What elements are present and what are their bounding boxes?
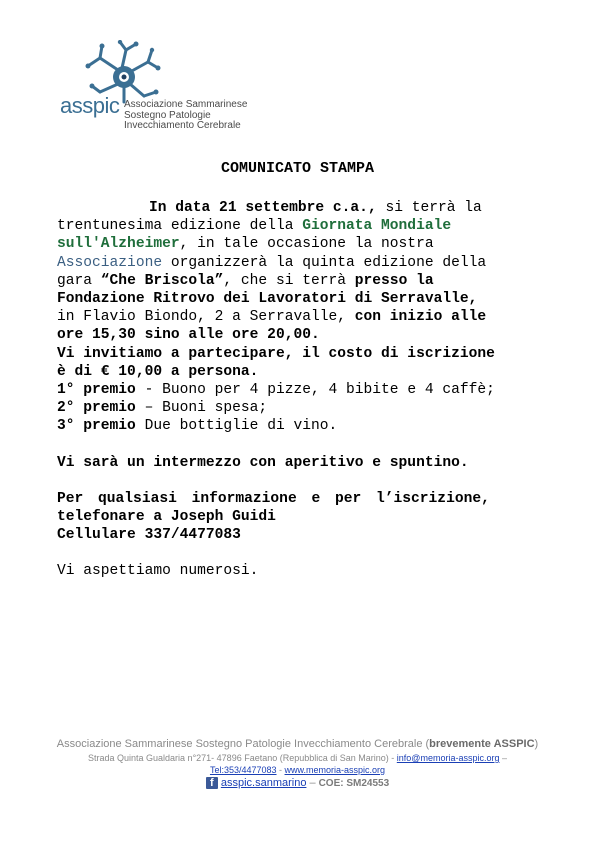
phone-link[interactable]: Tel:353/4477083 <box>209 765 277 775</box>
document-title: COMUNICATO STAMPA <box>220 160 375 177</box>
text-span: trentunesima edizione della <box>57 218 303 235</box>
prizes-list <box>57 381 539 436</box>
prize-item <box>57 399 539 417</box>
text-span: , <box>337 309 355 326</box>
event-date: In data 21 settembre c.a., <box>149 200 377 216</box>
event-time: ore 15,30 sino alle ore 20,00. <box>57 327 320 344</box>
venue: Fondazione Ritrovo dei Lavoratori di Serravalle, <box>57 291 478 308</box>
text-span: , in tale occasione la nostra <box>179 236 434 253</box>
prize-label: 2° premio <box>57 400 136 417</box>
prize-item <box>57 381 539 399</box>
invitation: Vi invitiamo a partecipare, il costo di iscrizione <box>57 345 495 362</box>
text-span: – <box>309 777 316 789</box>
text-span: - <box>276 765 285 775</box>
prize-label: 1° premio <box>57 382 136 399</box>
association-word: Associazione <box>57 254 163 271</box>
event-name-cont: sull'Alzheimer <box>57 236 180 253</box>
facebook-icon: f <box>206 777 218 789</box>
text-span: , che si terrà <box>223 272 355 289</box>
prize-label: 3° premio <box>57 418 136 435</box>
website-link[interactable]: www.memoria-asspic.org <box>284 765 386 775</box>
prize-text: - Buono per 4 pizze, 4 bibite e 4 caffè; <box>135 382 495 399</box>
prize-text: Due bottiglie di vino. <box>135 418 338 435</box>
org-name <box>124 100 247 132</box>
text-span: ) <box>534 738 539 750</box>
game-name: “Che Briscola” <box>100 272 224 289</box>
footer <box>0 738 595 789</box>
prize-item <box>57 417 539 435</box>
venue-address: in Flavio Biondo, 2 a Serravalle <box>57 309 338 326</box>
event-name: Giornata Mondiale <box>302 218 452 235</box>
contact-person: telefonare a Joseph Guidi <box>57 509 276 526</box>
text-span: gara <box>57 272 101 289</box>
contact-phone: Cellulare 337/4477083 <box>57 527 241 544</box>
footer-short-name: brevemente ASSPIC <box>429 738 535 750</box>
contact-line: Per qualsiasi informazione e per l’iscrizione, <box>57 490 490 507</box>
closing-line: Vi aspettiamo numerosi. <box>57 563 259 580</box>
footer-address: Strada Quinta Gualdaria n°271- 47896 Faetano (Repubblica di San Marino) - <box>88 753 397 763</box>
press-release-body <box>57 199 539 581</box>
org-name-line: Sostegno Patologie <box>124 109 211 121</box>
text-span: organizzerà la quinta edizione della <box>162 254 487 271</box>
org-name-line: Associazione Sammarinese <box>124 99 248 110</box>
email-link[interactable]: info@memoria-asspic.org <box>396 753 500 763</box>
facebook-link[interactable]: asspic.sanmarino <box>220 777 307 789</box>
text-span: – <box>499 753 507 763</box>
prize-text: – Buoni spesa; <box>135 400 268 417</box>
contact-block <box>57 490 539 545</box>
intermezzo-note: Vi sarà un intermezzo con aperitivo e spuntino. <box>57 454 469 471</box>
text-span: con inizio alle <box>354 309 487 326</box>
fee: è di € 10,00 a persona. <box>57 363 259 380</box>
intro-paragraph <box>57 199 539 381</box>
logo-wordmark: asspic <box>60 93 120 118</box>
coe-code: COE: SM24553 <box>318 777 390 789</box>
org-name-line: Invecchiamento Cerebrale <box>124 120 241 131</box>
text-span: presso la <box>354 272 434 289</box>
footer-org: Associazione Sammarinese Sostegno Patologie Invecchiamento Cerebrale ( <box>56 738 430 750</box>
text-span: si terrà la <box>376 200 482 216</box>
